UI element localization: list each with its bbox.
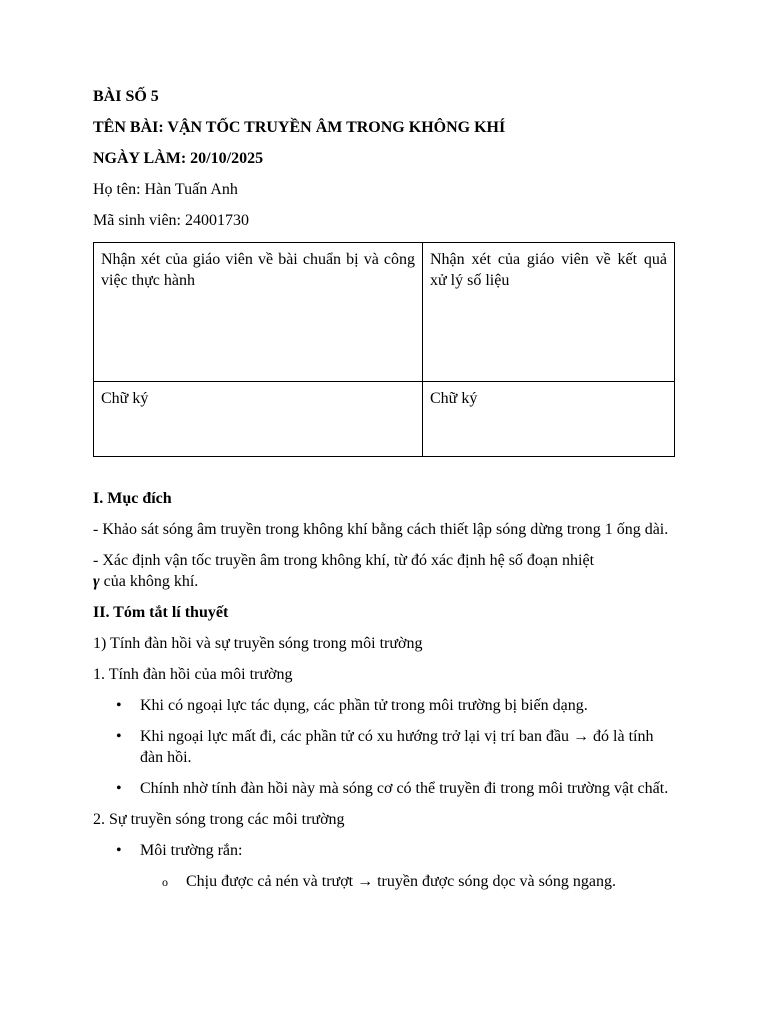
bullet-dot-icon: • [116,728,122,745]
lesson-date: NGÀY LÀM: 20/10/2025 [93,150,264,167]
list-item-text: Khi ngoại lực mất đi, các phần tử có xu hướng trở lại vị trí ban đầu → đó là tính đàn hồi. [140,728,654,766]
section-theory-title: II. Tóm tắt lí thuyết [93,604,229,621]
solid-media-sublist [93,871,674,892]
bullet-dot-icon: • [116,842,122,859]
list-item-text: Chính nhờ tính đàn hồi này mà sóng cơ có thể truyền đi trong môi trường vật chất. [140,780,669,797]
media-bullet-list [93,840,674,861]
elasticity-bullet-list [93,695,674,799]
list-item-text: Chịu được cả nén và trượt → truyền được sóng dọc và sóng ngang. [186,873,616,890]
document-page [93,86,674,892]
purpose-paragraph-2 [93,550,674,592]
theory-subheading-1-1: 1. Tính đàn hồi của môi trường [93,666,293,683]
lesson-title: TÊN BÀI: VẬN TỐC TRUYỀN ÂM TRONG KHÔNG KHÍ [93,119,506,136]
list-item [93,840,674,861]
purpose-paragraph-2-text: - Xác định vận tốc truyền âm trong không khí, từ đó xác định hệ số đoạn nhiệt [93,552,595,569]
list-item [93,695,674,716]
circle-bullet-icon: o [162,875,168,889]
gamma-symbol: γ [93,573,100,590]
list-item [93,871,674,892]
bullet-dot-icon: • [116,697,122,714]
teacher-comment-practice: Nhận xét của giáo viên về bài chuẩn bị và công việc thực hành [94,243,423,382]
table-row [94,382,675,457]
theory-subheading-1-2: 2. Sự truyền sóng trong các môi trường [93,811,345,828]
section-purpose-title: I. Mục đích [93,490,172,507]
evaluation-table [93,242,675,457]
list-item-text: Khi có ngoại lực tác dụng, các phần tử trong môi trường bị biến dạng. [140,697,588,714]
student-name: Họ tên: Hàn Tuấn Anh [93,181,238,198]
table-row [94,243,675,382]
list-item [93,778,674,799]
student-id: Mã sinh viên: 24001730 [93,212,249,229]
lesson-number: BÀI SỐ 5 [93,88,159,105]
purpose-paragraph-1: - Khảo sát sóng âm truyền trong không khí bằng cách thiết lập sóng dừng trong 1 ống dài. [93,521,669,538]
purpose-paragraph-2-tail: của không khí. [99,573,199,590]
bullet-dot-icon: • [116,780,122,797]
signature-cell-left: Chữ ký [94,382,423,457]
signature-cell-right: Chữ ký [423,382,675,457]
teacher-comment-results: Nhận xét của giáo viên về kết quả xử lý số liệu [423,243,675,382]
theory-subheading-1: 1) Tính đàn hồi và sự truyền sóng trong môi trường [93,635,423,652]
list-item [93,726,674,768]
list-item-text: Môi trường rắn: [140,842,243,859]
